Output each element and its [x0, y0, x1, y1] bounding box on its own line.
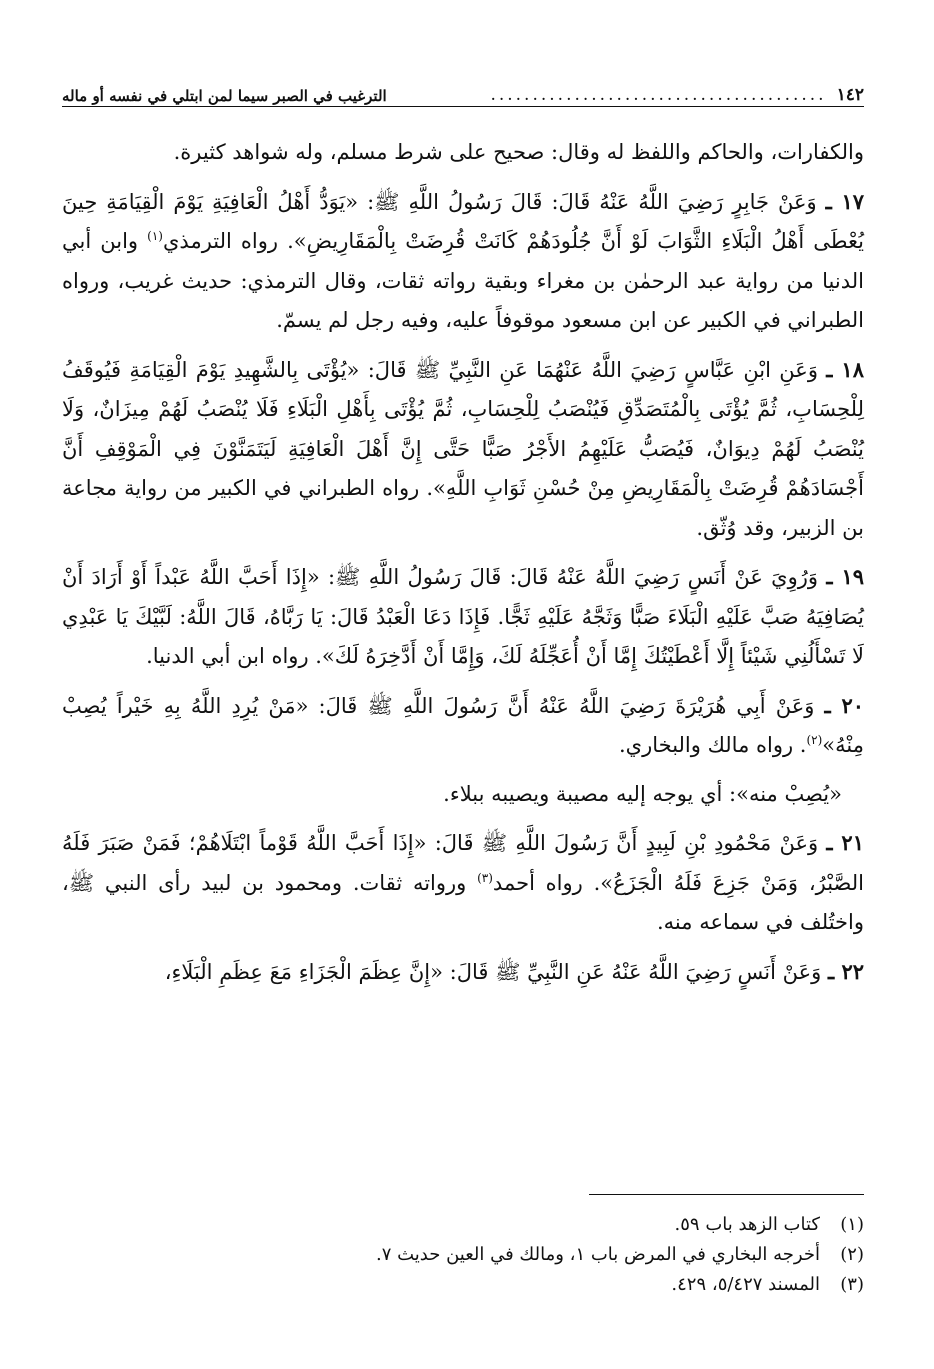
hadith-number: ١٨ ـ — [826, 356, 864, 382]
hadith-22 — [62, 952, 864, 993]
footnote-text: كتاب الزهد باب ٥٩. — [674, 1214, 820, 1235]
footnote-ref: (١) — [147, 229, 163, 243]
running-header — [62, 76, 864, 107]
header-leader-dots: ........................................ — [490, 87, 827, 104]
hadith-17 — [62, 182, 864, 341]
hadith-19 — [62, 557, 864, 677]
hadith-source: وابن أبي الدنيا من رواية عبد الرحمٰن بن مغراء وبقية رواته ثقات، وقال الترمذي: حديث غريب، ورواه الطبراني في الكبير عن ابن مسعود موقوفاً عليه، وفيه رجل لم يسمّ. — [62, 229, 864, 332]
hadith-number: ١٩ ـ — [826, 564, 864, 589]
footnote-ref: (٢) — [806, 733, 823, 747]
hadith-21 — [62, 823, 864, 943]
document-page — [62, 76, 864, 1356]
footnote-item — [62, 1270, 864, 1300]
hadith-text: وَرُوِيَ عَنْ أَنَسٍ رَضِيَ اللَّهُ عَنْهُ قَالَ: قَالَ رَسُولُ اللَّهِ ﷺ: «إِذَا أَحَبَّ اللَّهُ عَبْداً أَوْ أَرَادَ أَنْ يُصَافِيَهُ صَبَّ عَلَيْهِ الْبَلَاءَ صَبًّا وَثَجَّهُ عَلَيْهِ ثَجًّا. فَإِذَا دَعَا الْعَبْدُ قَالَ: يَا رَبَّاهُ، قَالَ اللَّهُ: لَبَّيْكَ يَا عَبْدِي لَا تَسْأَلُنِي شَيْئاً إِلَّا أَعْطَيْتُكَ إِمَّا أَنْ أُعَجِّلَهُ لَكَ، وَإِمَّا أَنْ أَدَّخِرَهُ لَكَ». رواه ابن أبي الدنيا. — [62, 565, 864, 668]
footnote-number: (٣) — [840, 1274, 864, 1295]
footnote-item — [62, 1240, 864, 1270]
footnote-ref: (٣) — [477, 870, 493, 885]
hadith-number: ٢١ ـ — [826, 830, 864, 855]
hadith-text: وَعَنْ أَنَسٍ رَضِيَ اللَّهُ عَنْهُ عَنِ النَّبِيِّ ﷺ قَالَ: «إِنَّ عِظَمَ الْجَزَاءِ مَعَ عِظَمِ الْبَلَاءِ، — [164, 959, 822, 984]
footnote-item — [62, 1210, 864, 1240]
footnote-number: (٢) — [840, 1244, 864, 1265]
paragraph-continuation: والكفارات، والحاكم واللفظ له وقال: صحيح على شرط مسلم، وله شواهد كثيرة. — [173, 140, 864, 164]
hadith-number: ٢٠ ـ — [824, 692, 865, 718]
hadith-number: ١٧ ـ — [825, 188, 864, 214]
gloss-note: «يُصِبْ منه»: أي يوجه إليه مصيبة ويصيبه ببلاء. — [443, 781, 842, 806]
hadith-source: ورواته ثقات. ومحمود بن لبيد رأى النبي ﷺ، واختُلف في سماعه منه. — [62, 870, 864, 934]
hadith-text: وَعَنْ جَابِرٍ رَضِيَ اللَّهُ عَنْهُ قَالَ: قَالَ رَسُولُ اللَّهِ ﷺ: «يَوَدُّ أَهْلُ الْعَافِيَةِ يَوْمَ الْقِيَامَةِ حِينَ يُعْطَى أَهْلُ الْبَلَاءِ الثَّوَابَ لَوْ أَنَّ جُلُودَهُمْ كَانَتْ قُرِضَتْ بِالْمَقَارِيضِ». رواه الترمذي — [62, 189, 864, 253]
page-number: ١٤٢ — [836, 85, 864, 105]
footnote-divider — [589, 1194, 864, 1195]
footnote-text: أخرجه البخاري في المرض باب ١، ومالك في العين حديث ٧. — [375, 1244, 820, 1265]
hadith-20 — [62, 686, 864, 766]
hadith-number: ٢٢ ـ — [827, 958, 864, 984]
footnotes — [62, 1210, 864, 1300]
hadith-source: . رواه مالك والبخاري. — [618, 733, 807, 757]
hadith-text: وَعَنْ أَبِي هُرَيْرَةَ رَضِيَ اللَّهُ عَنْهُ أَنَّ رَسُولَ اللَّهِ ﷺ قَالَ: «مَنْ يُرِدِ اللَّهُ بِهِ خَيْراً يُصِبْ مِنْهُ» — [62, 693, 864, 757]
hadith-text: وَعَنِ ابْنِ عَبَّاسٍ رَضِيَ اللَّهُ عَنْهُمَا عَنِ النَّبِيِّ ﷺ قَالَ: «يُؤْتَى بِالشَّهِيدِ يَوْمَ الْقِيَامَةِ فَيُوقَفُ لِلْحِسَابِ، ثُمَّ يُؤْتَى بِالْمُتَصَدِّقِ فَيُنْصَبُ لِلْحِسَابِ، ثُمَّ يُؤْتَى بِأَهْلِ الْبَلَاءِ فَلَا يُنْصَبُ لَهُمْ مِيزَانٌ، وَلَا يُنْصَبُ لَهُمْ دِيوَانٌ، فَيُصَبُّ عَلَيْهِمُ الأَجْرُ صَبًّا حَتَّى إِنَّ أَهْلَ الْعَافِيَةِ لَيَتَمَنَّوْنَ فِي الْمَوْقِفِ أَنَّ أَجْسَادَهُمْ قُرِضَتْ بِالْمَقَارِيضِ مِنْ حُسْنِ ثَوَابِ اللَّهِ». رواه الطبراني في الكبير من رواية مجاعة بن الزبير، وقد وُثّق. — [62, 357, 864, 540]
hadith-text: وَعَنْ مَحْمُودِ بْنِ لَبِيدٍ أَنَّ رَسُولَ اللَّهِ ﷺ قَالَ: «إِذَا أَحَبَّ اللَّهُ قَوْماً ابْتَلَاهُمْ؛ فَمَنْ صَبَرَ فَلَهُ الصَّبْرُ، وَمَنْ جَزِعَ فَلَهُ الْجَزَعُ». رواه أحمد — [62, 831, 864, 895]
footnote-text: المسند ٥/٤٢٧، ٤٢٩. — [671, 1274, 820, 1295]
main-text — [62, 133, 864, 992]
footnote-number: (١) — [840, 1214, 864, 1235]
chapter-title: الترغيب في الصبر سيما لمن ابتلي في نفسه أو ماله — [62, 87, 387, 105]
hadith-18 — [62, 350, 864, 549]
